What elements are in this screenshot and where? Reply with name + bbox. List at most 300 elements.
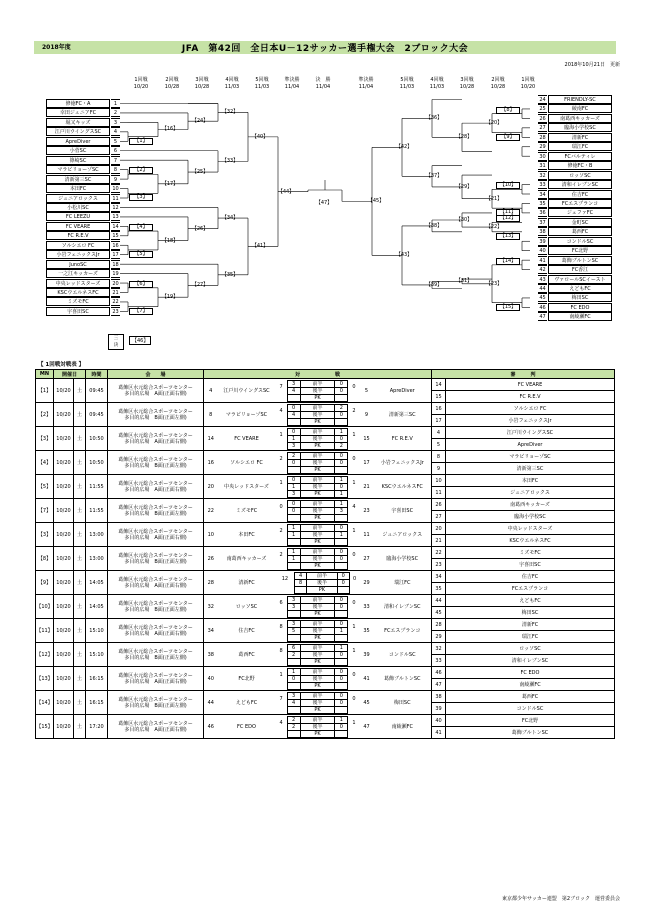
round-date: 10/28 <box>490 84 506 90</box>
referee-number: 15 <box>432 391 446 403</box>
match-row <box>36 547 615 559</box>
score-value: 4 <box>287 387 300 394</box>
score-value: 0 <box>335 548 348 555</box>
score-row <box>276 706 360 713</box>
score-value: 1 <box>287 435 300 442</box>
referee-team: FC EDO <box>446 667 615 679</box>
round-name: 4回戦 <box>225 77 239 83</box>
match-row <box>36 691 615 703</box>
score-value <box>335 538 348 545</box>
score-value <box>276 610 288 617</box>
score-row <box>276 651 360 658</box>
score-value: 2 <box>279 552 283 558</box>
score-value: 1 <box>335 644 348 651</box>
match-venue <box>108 403 204 427</box>
referee-number: 33 <box>432 655 446 667</box>
tournament-title: JFA 第42回 全日本U－12サッカー選手権大会 2ブロック大会 <box>181 44 469 54</box>
referee-team: 南葛西キッカーズ <box>446 499 615 511</box>
match-row <box>36 451 615 463</box>
score-value: 0 <box>352 672 356 678</box>
score-value: 8 <box>279 648 283 654</box>
team-number: 9 <box>111 175 120 184</box>
referee-team: 清新FC <box>446 619 615 631</box>
match-date: 10/20 <box>54 667 74 691</box>
venue-field: 多目的広場 B面(正面左側) <box>124 606 187 613</box>
score-row <box>276 644 360 651</box>
score-value: 後半 <box>300 483 335 490</box>
team-number: 19 <box>112 271 119 278</box>
home-team-number: 10 <box>204 523 218 547</box>
match-venue <box>108 547 204 571</box>
score-value: PK <box>300 394 335 401</box>
round-name: 3回戦 <box>195 77 209 83</box>
score-grid <box>276 572 360 594</box>
score-value: 後半 <box>300 531 335 538</box>
match-date: 10/20 <box>54 523 74 547</box>
match-number: 【4】 <box>36 451 54 475</box>
col-time: 時間 <box>86 370 108 379</box>
score-value <box>348 706 360 713</box>
team-number: 16 <box>112 242 119 249</box>
score-grid <box>276 644 360 666</box>
referee-team: ロッソSC <box>446 643 615 655</box>
score-value: 0 <box>287 476 300 483</box>
score-value <box>348 442 360 449</box>
away-team: 梅田SC <box>374 691 432 715</box>
third-place-label-1: 三 <box>113 336 119 341</box>
referee-number: 9 <box>432 463 446 475</box>
score-value: 前半 <box>300 692 335 699</box>
referee-number: 22 <box>432 547 446 559</box>
referee-team: 葛飾ブルトンSC <box>446 727 615 739</box>
match-row <box>36 643 615 655</box>
score-value: 1 <box>335 531 348 538</box>
round-date: 11/03 <box>399 84 415 90</box>
referee-team: 南綾瀬FC <box>446 679 615 691</box>
match-number: 【35】 <box>221 271 239 278</box>
team-number: 10 <box>112 186 119 193</box>
score-value: 0 <box>352 576 357 582</box>
home-team: えどもFC <box>218 691 276 715</box>
score-row <box>276 387 360 394</box>
score-value: 1 <box>352 432 356 438</box>
score-value: 3 <box>287 596 300 603</box>
score-grid <box>276 716 360 738</box>
score-value: 3 <box>287 692 300 699</box>
team-number: 31 <box>539 163 546 170</box>
referee-team: 清和イレブンSC <box>446 655 615 667</box>
score-value: 0 <box>287 404 300 411</box>
home-team-number: 26 <box>204 547 218 571</box>
score-row <box>276 418 360 425</box>
referee-team: ミズモFC <box>446 547 615 559</box>
score-row <box>276 490 360 497</box>
team-name: FC VEARE <box>46 222 110 231</box>
score-row <box>276 538 360 545</box>
team-name: FCバルティレ <box>548 152 612 161</box>
match-time: 11:55 <box>86 475 108 499</box>
score-value: 4 <box>279 720 283 726</box>
team-number: 39 <box>539 238 546 245</box>
score-value <box>349 586 359 593</box>
team-number: 11 <box>112 195 119 202</box>
score-value: 後半 <box>300 699 335 706</box>
match-weekday: 土 <box>74 595 86 619</box>
venue-name: 葛飾区水元総合スポーツセンター <box>118 456 193 463</box>
score-value: 後半 <box>300 459 335 466</box>
score-row <box>276 548 360 555</box>
team-number: 27 <box>539 125 546 132</box>
score-value: 1 <box>335 490 348 497</box>
score-value <box>287 634 300 641</box>
score-grid <box>276 692 360 714</box>
away-team-number: 17 <box>360 451 374 475</box>
score-value: 前半 <box>300 428 335 435</box>
score-value: 後半 <box>307 579 338 586</box>
match-venue <box>108 667 204 691</box>
score-value <box>276 682 288 689</box>
score-value <box>335 658 348 665</box>
score-value <box>287 730 300 737</box>
score-row <box>276 627 360 634</box>
match-venue <box>108 523 204 547</box>
match-weekday: 土 <box>74 691 86 715</box>
match-weekday: 土 <box>74 427 86 451</box>
away-team-number: 21 <box>360 475 374 499</box>
score-row <box>276 404 360 411</box>
score-value: PK <box>307 586 338 593</box>
score-value <box>337 586 349 593</box>
team-number: 2 <box>111 108 120 117</box>
referee-team: FC R.E.V <box>446 391 615 403</box>
match-weekday: 土 <box>74 475 86 499</box>
away-team-number: 39 <box>360 643 374 667</box>
away-team: ApreDiver <box>374 379 432 403</box>
referee-team: 清新第三SC <box>446 463 615 475</box>
venue-field: 多目的広場 A面(正面右側) <box>124 582 187 589</box>
round-name: 決 勝 <box>315 77 331 83</box>
match-venue <box>108 715 204 739</box>
score-value: 前半 <box>300 644 335 651</box>
match-number: 【23】 <box>485 280 503 287</box>
match-number: 【37】 <box>425 173 443 180</box>
venue-field: 多目的広場 A面(正面右側) <box>124 630 187 637</box>
team-name: ミズモFC <box>46 297 110 306</box>
match-weekday: 土 <box>74 499 86 523</box>
match-row <box>36 715 615 727</box>
team-name: コンドルSC <box>548 237 612 246</box>
score-value: 0 <box>335 620 348 627</box>
round-date: 10/28 <box>164 84 180 90</box>
venue-name: 葛飾区水元総合スポーツセンター <box>118 576 193 583</box>
score-row <box>276 435 360 442</box>
score-value: 0 <box>335 483 348 490</box>
match-number: 【42】 <box>395 144 413 151</box>
score-value: 8 <box>279 624 283 630</box>
match-number: 【32】 <box>221 109 239 116</box>
team-name: 葛飾ブルトンSC <box>548 256 612 265</box>
score-value: 1 <box>352 624 356 630</box>
team-number: 26 <box>539 115 546 122</box>
referee-team: FC北野 <box>446 715 615 727</box>
team-name: FC LEEZU <box>46 212 110 221</box>
venue-name: 葛飾区水元総合スポーツセンター <box>118 480 193 487</box>
team-number: 8 <box>111 165 120 174</box>
score-row <box>276 658 360 665</box>
venue-field: 多目的広場 B面(正面左側) <box>124 654 187 661</box>
referee-number: 39 <box>432 703 446 715</box>
home-team-number: 46 <box>204 715 218 739</box>
score-value: PK <box>300 538 335 545</box>
away-team-number: 15 <box>360 427 374 451</box>
match-number: 【2】 <box>129 167 153 174</box>
score-row <box>276 531 360 538</box>
match-date: 10/20 <box>54 691 74 715</box>
home-team: ソルシエロ FC <box>218 451 276 475</box>
team-number: 43 <box>539 276 546 283</box>
score-row <box>276 603 360 610</box>
score-row <box>276 452 360 459</box>
referee-team: ApreDiver <box>446 439 615 451</box>
venue-field: 多目的広場 A面(正面右側) <box>124 390 187 397</box>
match-number: 【39】 <box>425 281 443 288</box>
match-weekday: 土 <box>74 379 86 403</box>
referee-number: 34 <box>432 571 446 583</box>
score-value: 0 <box>352 696 356 702</box>
match-number: 【27】 <box>191 282 209 289</box>
score-cell <box>276 619 360 643</box>
match-number: 【14】 <box>496 258 520 265</box>
score-value: 前半 <box>300 668 335 675</box>
venue-name: 葛飾区水元総合スポーツセンター <box>118 600 193 607</box>
home-team: ミズモFC <box>218 499 276 523</box>
score-row <box>276 442 360 449</box>
away-team: 小岩フェニックスJr <box>374 451 432 475</box>
score-value: 0 <box>335 651 348 658</box>
results-body <box>36 379 615 739</box>
venue-name: 葛飾区水元総合スポーツセンター <box>118 384 193 391</box>
score-value <box>276 466 288 473</box>
home-team-number: 20 <box>204 475 218 499</box>
referee-number: 8 <box>432 451 446 463</box>
score-row <box>276 572 360 579</box>
match-number: 【41】 <box>251 243 269 250</box>
team-number: 15 <box>112 233 119 240</box>
match-number: 【34】 <box>221 215 239 222</box>
score-row <box>276 692 360 699</box>
match-number: 【40】 <box>251 133 269 140</box>
team-name: 江戸川ウイングスSC <box>46 127 110 136</box>
score-value <box>287 658 300 665</box>
round-date: 10/20 <box>520 84 536 90</box>
footer-organizer: 東京都少年サッカー連盟 第2ブロック 運営委員会 <box>502 896 620 902</box>
team-number: 12 <box>112 204 119 211</box>
update-date: 2018年10月21日 更新 <box>564 62 620 68</box>
score-value <box>335 394 348 401</box>
team-name: 葛西FC <box>548 227 612 236</box>
away-team-number: 47 <box>360 715 374 739</box>
referee-team: えどもFC <box>446 595 615 607</box>
team-name: 修徳FC・B <box>548 161 612 170</box>
match-time: 10:50 <box>86 427 108 451</box>
score-value <box>287 394 300 401</box>
match-number: 【12】 <box>496 215 520 222</box>
match-number: 【47】 <box>315 200 333 206</box>
match-venue <box>108 571 204 595</box>
team-name: ソルシエロ FC <box>46 241 110 250</box>
match-number: 【18】 <box>161 237 179 244</box>
round-date: 11/04 <box>358 84 374 90</box>
score-row <box>276 716 360 723</box>
match-number: 【45】 <box>367 198 385 205</box>
match-number: 【29】 <box>455 183 473 190</box>
score-value: PK <box>300 418 335 425</box>
score-value: 0 <box>335 555 348 562</box>
score-value: 2 <box>352 408 356 414</box>
team-name: 本田FC <box>46 184 110 193</box>
score-value: 0 <box>335 675 348 682</box>
score-grid <box>276 380 360 402</box>
score-value <box>287 682 300 689</box>
referee-number: 29 <box>432 631 446 643</box>
away-team: コンドルSC <box>374 643 432 667</box>
team-number: 33 <box>539 182 546 189</box>
round-name: 5回戦 <box>400 77 414 83</box>
score-row <box>276 730 360 737</box>
team-number: 20 <box>112 280 119 287</box>
score-value <box>348 514 360 521</box>
score-value: PK <box>300 442 335 449</box>
referee-team: 江戸川ウイングスSC <box>446 427 615 439</box>
round-name: 3回戦 <box>460 77 474 83</box>
match-number: 【33】 <box>221 158 239 165</box>
team-number: 13 <box>112 214 119 221</box>
score-value <box>348 466 360 473</box>
score-value: PK <box>300 634 335 641</box>
score-grid <box>276 524 360 546</box>
home-team-number: 40 <box>204 667 218 691</box>
match-number: 【25】 <box>191 169 209 175</box>
home-team: FC VEARE <box>218 427 276 451</box>
away-team-number: 35 <box>360 619 374 643</box>
referee-number: 11 <box>432 487 446 499</box>
match-number: 【26】 <box>191 225 209 232</box>
team-number: 38 <box>539 229 546 236</box>
match-row <box>36 403 615 415</box>
score-row <box>276 620 360 627</box>
score-value: 0 <box>335 411 348 418</box>
away-team: FC R.E.V <box>374 427 432 451</box>
team-number: 4 <box>111 127 120 136</box>
score-value: PK <box>300 490 335 497</box>
home-team: FC EDO <box>218 715 276 739</box>
team-name: KSCウエルネスFC <box>46 288 110 297</box>
referee-number: 21 <box>432 535 446 547</box>
match-weekday: 土 <box>74 547 86 571</box>
referee-number: 41 <box>432 727 446 739</box>
score-value: 前半 <box>307 572 338 579</box>
referee-team: ソルシエロ FC <box>446 403 615 415</box>
team-number: 7 <box>111 156 120 165</box>
match-row <box>36 523 615 535</box>
score-cell <box>276 571 360 595</box>
score-value: 0 <box>337 579 349 586</box>
team-name: ジェファFC <box>548 208 612 217</box>
score-value: 0 <box>335 435 348 442</box>
score-value: 3 <box>287 442 300 449</box>
score-grid <box>276 476 360 498</box>
score-value <box>276 394 288 401</box>
score-value <box>348 394 360 401</box>
home-team-number: 38 <box>204 643 218 667</box>
score-cell <box>276 715 360 739</box>
referee-number: 38 <box>432 691 446 703</box>
score-value: 1 <box>352 480 356 486</box>
match-venue <box>108 595 204 619</box>
score-row <box>276 466 360 473</box>
score-value: 前半 <box>300 548 335 555</box>
match-number: 【17】 <box>161 180 179 187</box>
match-date: 10/20 <box>54 643 74 667</box>
referee-number: 44 <box>432 595 446 607</box>
venue-name: 葛飾区水元総合スポーツセンター <box>118 552 193 559</box>
match-number: 【13】 <box>36 667 54 691</box>
home-team-number: 4 <box>204 379 218 403</box>
score-value: 6 <box>279 600 283 606</box>
score-value <box>335 418 348 425</box>
score-value: 1 <box>335 627 348 634</box>
match-number: 【6】 <box>129 281 153 288</box>
match-row <box>36 379 615 391</box>
match-number: 【3】 <box>129 194 153 201</box>
score-value <box>276 490 288 497</box>
team-name: 瑞江FC <box>548 142 612 151</box>
referee-team: 瑞江FC <box>446 631 615 643</box>
away-team: 臨海小学校SC <box>374 547 432 571</box>
match-date: 10/20 <box>54 427 74 451</box>
home-team: 住吉FC <box>218 619 276 643</box>
match-row <box>36 475 615 487</box>
round-name: 5回戦 <box>255 77 269 83</box>
score-row <box>276 507 360 514</box>
venue-name: 葛飾区水元総合スポーツセンター <box>118 720 193 727</box>
away-team: 葛飾ブルトンSC <box>374 667 432 691</box>
match-time: 14:05 <box>86 571 108 595</box>
score-value <box>276 514 288 521</box>
score-value: 後半 <box>300 627 335 634</box>
match-number: 【16】 <box>161 126 179 133</box>
home-team: マラビリョーゾSC <box>218 403 276 427</box>
referee-team: KSCウエルネスFC <box>446 535 615 547</box>
referee-number: 23 <box>432 559 446 571</box>
score-cell <box>276 379 360 403</box>
col-venue: 会 場 <box>108 370 204 379</box>
venue-field: 多目的広場 B面(正面左側) <box>124 510 187 517</box>
round-date: 11/03 <box>429 84 445 90</box>
referee-number: 40 <box>432 715 446 727</box>
score-cell <box>276 691 360 715</box>
team-name: 幸田ジュニアFC <box>46 108 110 117</box>
match-number: 【8】 <box>36 547 54 571</box>
match-number: 【44】 <box>277 188 295 195</box>
round-name: 準決勝 <box>284 77 300 83</box>
score-cell <box>276 595 360 619</box>
match-number: 【28】 <box>455 134 473 141</box>
home-team: 江戸川ウイングスSC <box>218 379 276 403</box>
match-time: 13:00 <box>86 547 108 571</box>
referee-number: 20 <box>432 523 446 535</box>
score-row <box>276 524 360 531</box>
